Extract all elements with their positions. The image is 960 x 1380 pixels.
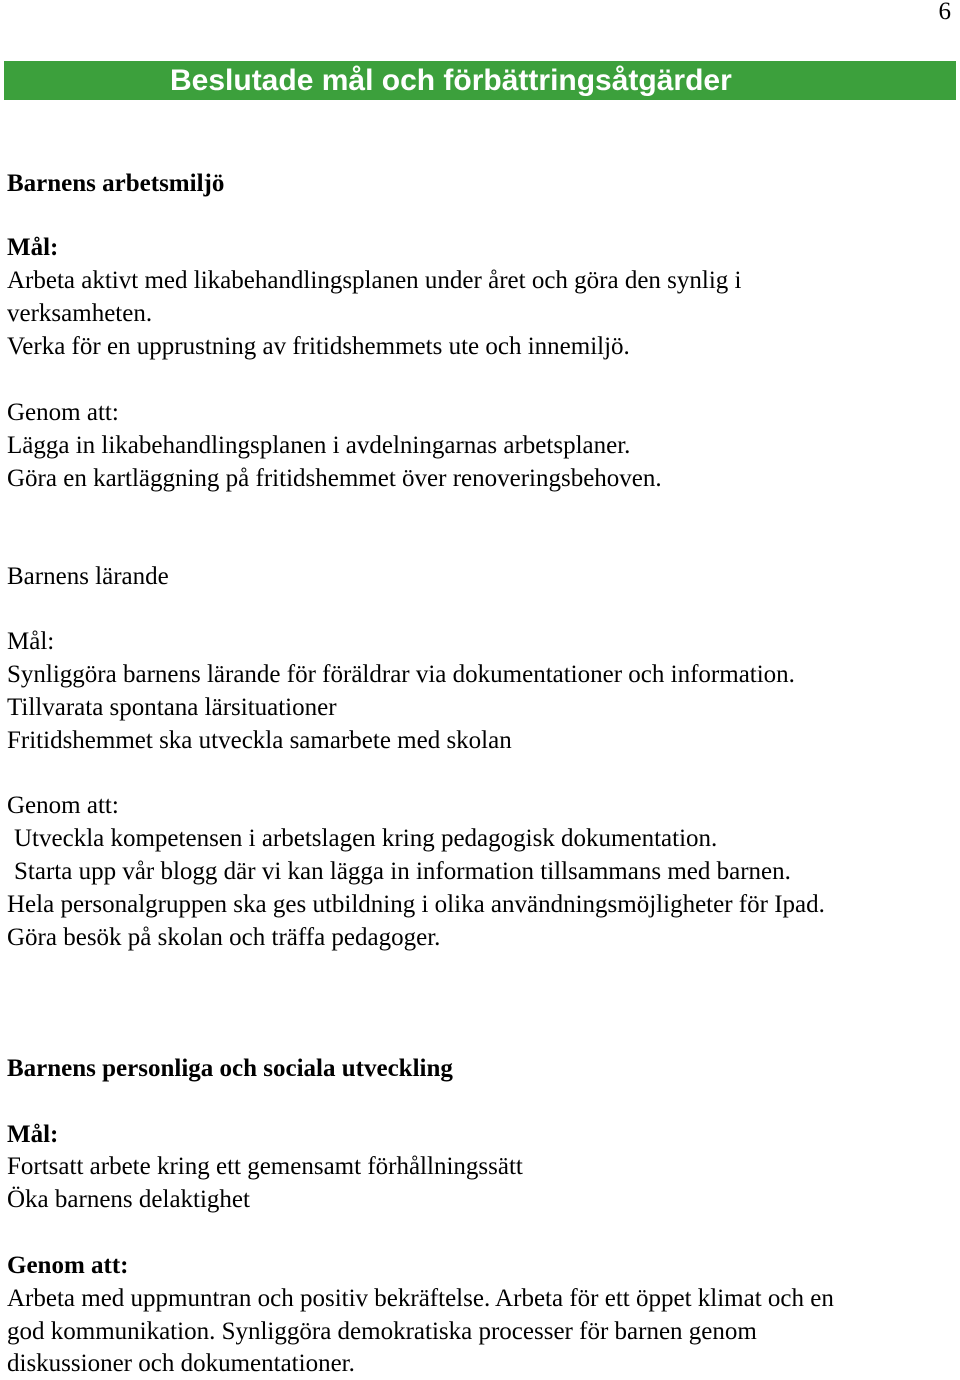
- goal-line: Fritidshemmet ska utveckla samarbete med skolan: [7, 727, 512, 754]
- means-line: Göra en kartläggning på fritidshemmet över renoveringsbehoven.: [7, 465, 662, 492]
- goal-line: verksamheten.: [7, 300, 153, 327]
- goal-label: Mål:: [7, 628, 55, 655]
- means-line: Göra besök på skolan och träffa pedagoger.: [7, 924, 441, 951]
- goal-label: Mål:: [7, 234, 59, 261]
- goal-line: Synliggöra barnens lärande för föräldrar via dokumentationer och information.: [7, 661, 795, 688]
- means-line: god kommunikation. Synliggöra demokratiska processer för barnen genom: [7, 1318, 757, 1345]
- section-heading: Barnens arbetsmiljö: [7, 170, 225, 197]
- section-heading: Barnens personliga och sociala utveckling: [7, 1055, 453, 1082]
- means-line: Utveckla kompetensen i arbetslagen kring pedagogisk dokumentation.: [14, 825, 718, 852]
- means-line: Arbeta med uppmuntran och positiv bekräftelse. Arbeta för ett öppet klimat och en: [7, 1285, 834, 1312]
- means-line: Starta upp vår blogg där vi kan lägga in information tillsammans med barnen.: [14, 858, 791, 885]
- means-line: diskussioner och dokumentationer.: [7, 1350, 355, 1377]
- page-number: 6: [938, 0, 951, 25]
- goal-line: Arbeta aktivt med likabehandlingsplanen under året och göra den synlig i: [7, 267, 742, 294]
- means-label: Genom att:: [7, 399, 119, 426]
- section-heading: Barnens lärande: [7, 563, 169, 590]
- title-banner: [4, 61, 956, 100]
- means-line: Hela personalgruppen ska ges utbildning i olika användningsmöjligheter för Ipad.: [7, 891, 825, 918]
- means-line: Lägga in likabehandlingsplanen i avdelningarnas arbetsplaner.: [7, 432, 631, 459]
- goal-line: Öka barnens delaktighet: [7, 1186, 250, 1213]
- goal-line: Verka för en upprustning av fritidshemmets ute och innemiljö.: [7, 333, 630, 360]
- means-label: Genom att:: [7, 792, 119, 819]
- goal-label: Mål:: [7, 1121, 59, 1148]
- goal-line: Tillvarata spontana lärsituationer: [7, 694, 337, 721]
- goal-line: Fortsatt arbete kring ett gemensamt förhållningssätt: [7, 1153, 523, 1180]
- means-label: Genom att:: [7, 1252, 129, 1279]
- page-title: Beslutade mål och förbättringsåtgärder: [170, 64, 732, 97]
